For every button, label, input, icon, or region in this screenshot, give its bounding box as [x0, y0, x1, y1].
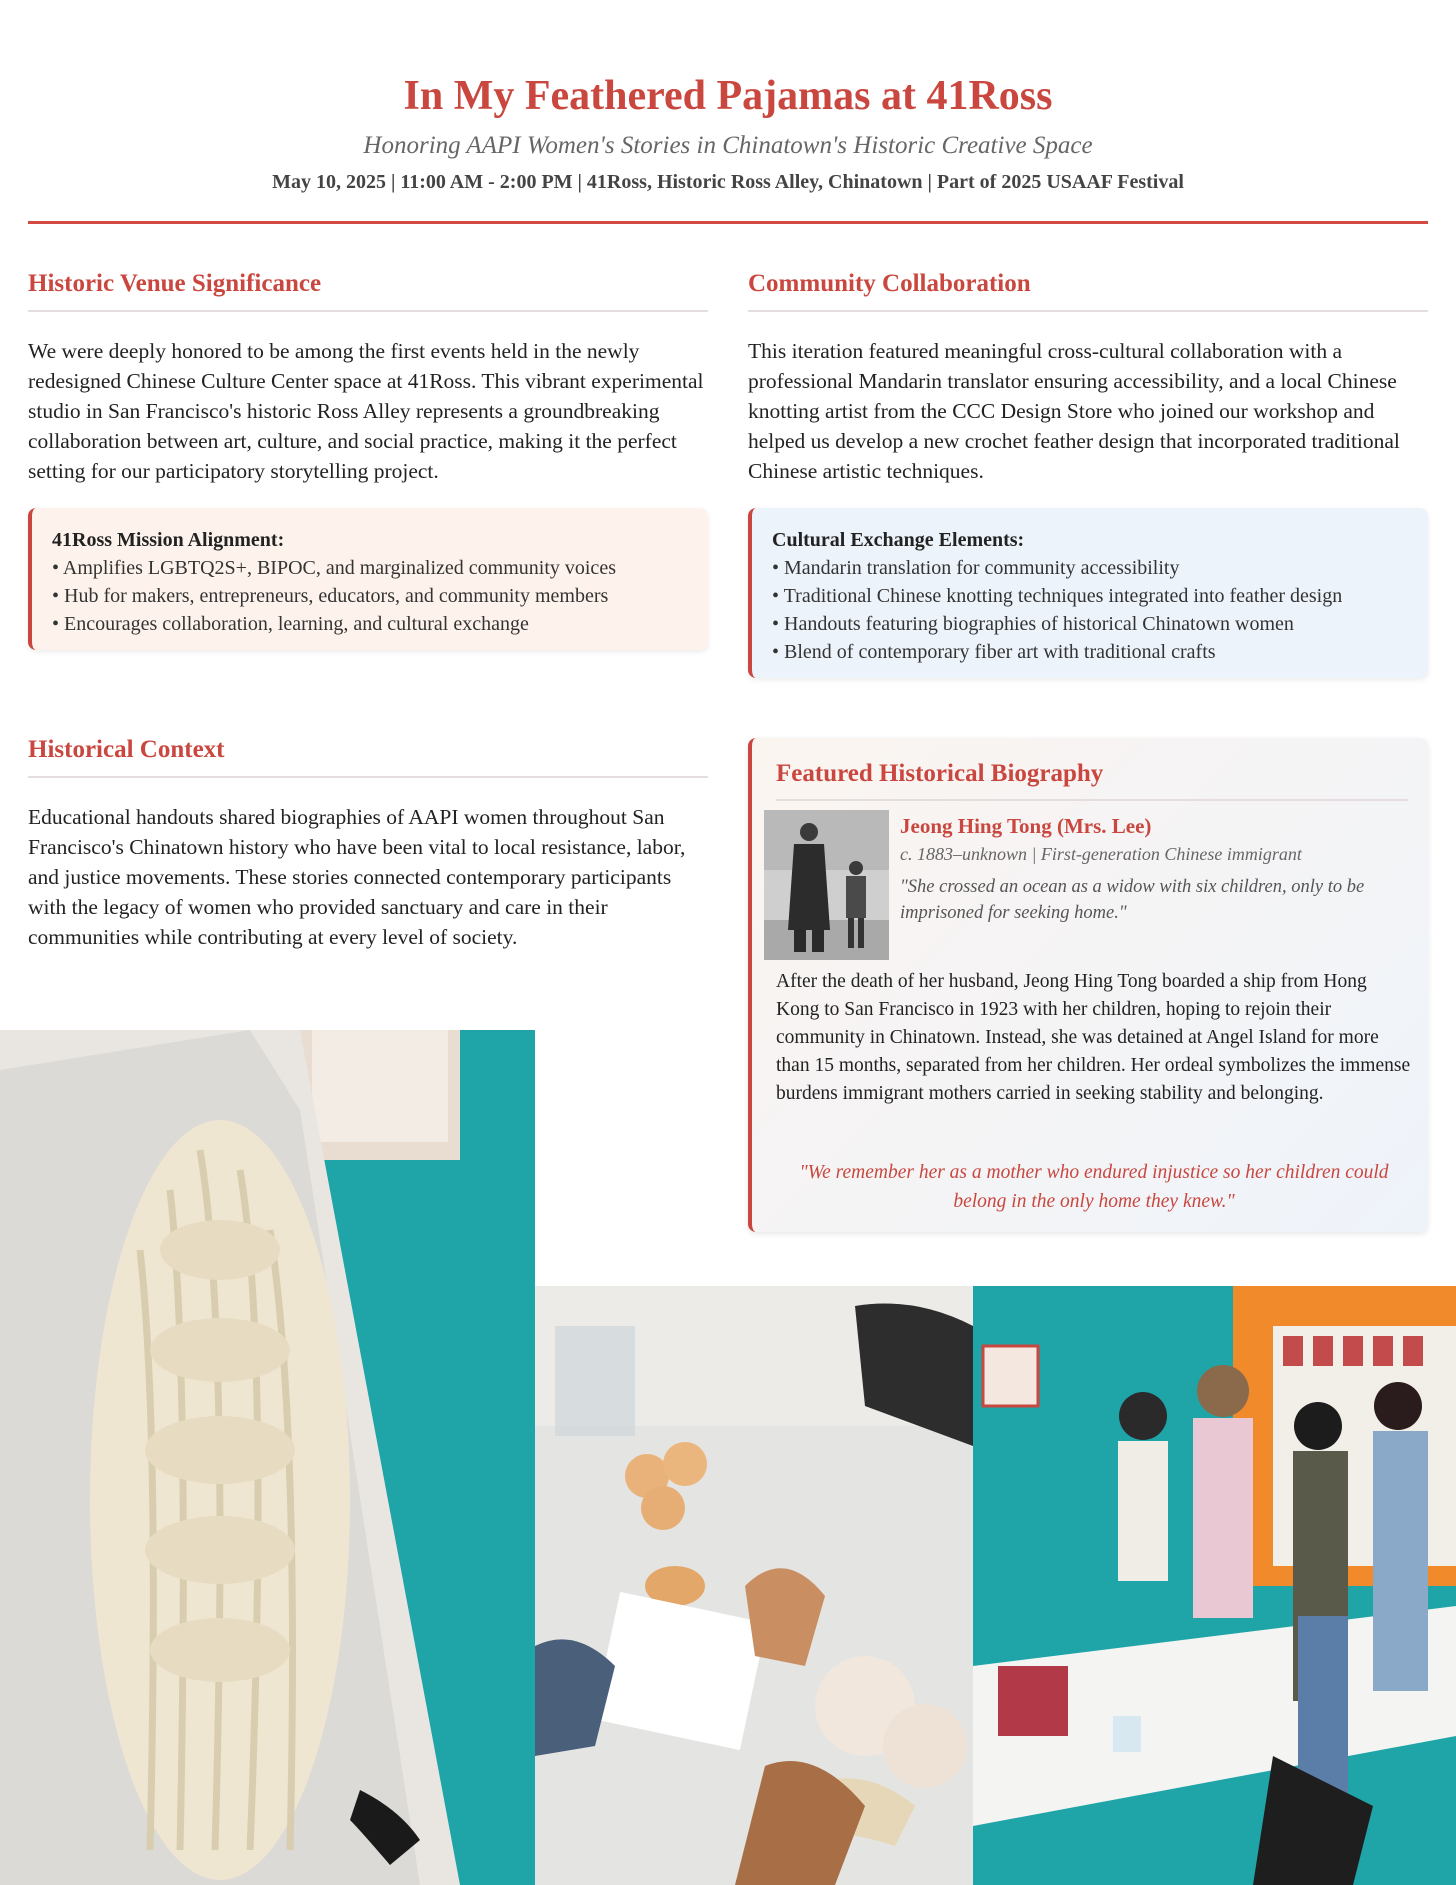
biography-dates: c. 1883–unknown | First-generation Chinese immigrant [900, 844, 1302, 864]
mission-callout-title: 41Ross Mission Alignment: [52, 529, 285, 551]
biography-name: Jeong Hing Tong (Mrs. Lee) [900, 814, 1152, 838]
crochet-feather-photo [0, 1030, 535, 1885]
venue-divider [28, 310, 708, 312]
biography-divider [776, 799, 1408, 801]
list-item: • Amplifies LGBTQ2S+, BIPOC, and marginalized community voices [52, 554, 690, 582]
history-divider [28, 776, 708, 778]
biography-card [748, 738, 1428, 1232]
list-item: • Blend of contemporary fiber art with traditional crafts [772, 638, 1410, 666]
participants-photo [973, 1286, 1456, 1885]
list-item: • Traditional Chinese knotting techniques integrated into feather design [772, 582, 1410, 610]
historical-portrait-photo [764, 810, 889, 960]
mission-callout [28, 508, 708, 650]
history-heading: Historical Context [28, 736, 225, 763]
venue-body: We were deeply honored to be among the first events held in the newly redesigned Chinese Culture Center space at 41Ross. This vibrant experimental studio in San Francisco's historic Ross Alley represents a groundbreaking collaboration between art, culture, and social practice, making it the perfect setting for our participatory storytelling project. [28, 339, 704, 483]
biography-body: After the death of her husband, Jeong Hing Tong boarded a ship from Hong Kong to San Francisco in 1923 with her children, hoping to rejoin their community in Chinatown. Instead, she was detained at Angel Island for more than 15 months, separated from her children. Her ordeal symbolizes the immense burdens immigrant mothers carried in seeking stability and belonging. [776, 971, 1411, 1104]
biography-closing-quote: "We remember her as a mother who endured injustice so her children could belong in the only home they knew." [799, 1162, 1389, 1212]
mission-list [52, 554, 690, 638]
biography-heading: Featured Historical Biography [776, 760, 1104, 787]
venue-heading: Historic Venue Significance [28, 270, 322, 297]
page-header [28, 72, 1428, 196]
biography-quote: "She crossed an ocean as a widow with six children, only to be imprisoned for seeking home." [900, 877, 1365, 923]
history-body: Educational handouts shared biographies of AAPI women throughout San Francisco's Chinatown history who have been vital to local resistance, labor, and justice movements. These stories connected contemporary participants with the legacy of women who provided sanctuary and care in their communities while contributing at every level of society. [28, 805, 686, 949]
page-subtitle: Honoring AAPI Women's Stories in Chinatown's Historic Creative Space [363, 132, 1093, 159]
list-item: • Handouts featuring biographies of historical Chinatown women [772, 610, 1410, 638]
community-heading: Community Collaboration [748, 270, 1031, 297]
list-item: • Encourages collaboration, learning, and cultural exchange [52, 610, 690, 638]
list-item: • Hub for makers, entrepreneurs, educators, and community members [52, 582, 690, 610]
exchange-list [772, 554, 1410, 666]
header-divider [28, 221, 1428, 224]
list-item: • Mandarin translation for community accessibility [772, 554, 1410, 582]
exchange-callout-title: Cultural Exchange Elements: [772, 529, 1025, 551]
community-body: This iteration featured meaningful cross-cultural collaboration with a professional Mandarin translator ensuring accessibility, and a local Chinese knotting artist from the CCC Design Store who joined our workshop and helped us develop a new crochet feather design that incorporated traditional Chinese artistic techniques. [748, 339, 1400, 483]
community-divider [748, 310, 1428, 312]
event-meta: May 10, 2025 | 11:00 AM - 2:00 PM | 41Ross, Historic Ross Alley, Chinatown | Part of 2025 USAAF Festival [272, 171, 1184, 193]
exchange-callout [748, 508, 1428, 678]
page-title: In My Feathered Pajamas at 41Ross [403, 73, 1053, 119]
workshop-table-photo [535, 1286, 973, 1885]
